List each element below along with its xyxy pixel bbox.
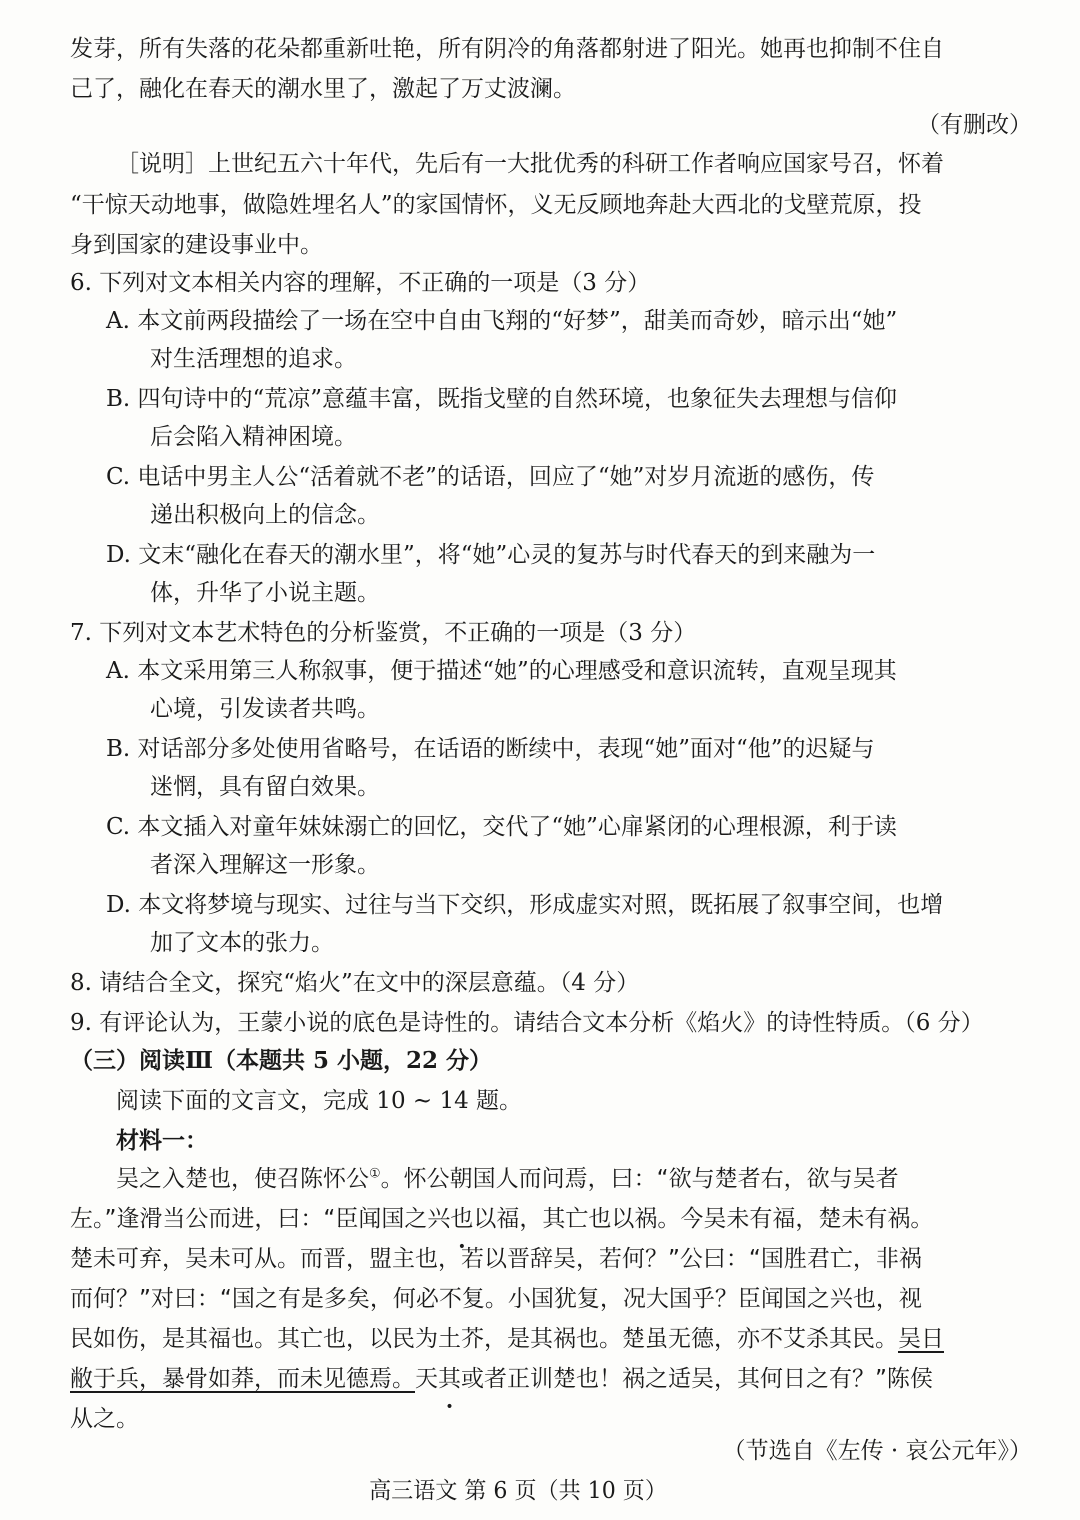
q7-option-b-cont: 迷惘，具有留白效果。 [150,774,380,800]
classical-text-segment: 或者正训楚也！祸之适吴，其何日之有？”陈侯 [461,1366,933,1392]
emphasized-character: 也 [450,1206,474,1232]
page-footer: 高三语文 第 6 页（共 10 页） [369,1478,667,1504]
passage-line: 己了，融化在春天的潮水里了，激起了万丈波澜。 [70,76,576,102]
classical-text-segment: 以福，其亡也以祸。今吴未有福，楚未有祸。 [473,1206,934,1232]
classical-text-line [116,1160,899,1198]
section-instruction: 阅读下面的文言文，完成 10 ~ 14 题。 [116,1088,523,1114]
q7-option-d: D. 本文将梦境与现实、过往与当下交织，形成虚实对照，既拓展了叙事空间，也增 [106,892,944,918]
text-source: （节选自《左传 · 哀公元年》） [722,1438,1032,1464]
underlined-sentence: 吴日 [898,1326,944,1352]
q6-option-b: B. 四句诗中的“荒凉”意蕴丰富，既指戈壁的自然环境，也象征失去理想与信仰 [106,386,898,412]
question-6-stem: 6. 下列对文本相关内容的理解，不正确的一项是（3 分） [70,270,651,296]
section-heading: （三）阅读Ⅲ（本题共 5 小题，22 分） [70,1047,493,1074]
q7-option-c: C. 本文插入对童年妹妹溺亡的回忆，交代了“她”心扉紧闭的心理根源，利于读 [106,814,897,840]
q7-option-c-cont: 者深入理解这一形象。 [150,852,380,878]
q6-option-b-cont: 后会陷入精神困境。 [150,424,357,450]
classical-text-line: 楚未可弃，吴未可从。而晋，盟主也，若以晋辞吴，若何？”公曰：“国胜君亡，非祸 [70,1246,922,1272]
explanation-line: ［说明］上世纪五六十年代，先后有一大批优秀的科研工作者响应国家号召，怀着 [116,151,944,177]
emphasized-character: 其 [438,1366,461,1392]
underlined-sentence: 敝于兵，暴骨如莽，而未见德焉。 [70,1366,415,1392]
q7-option-a-cont: 心境，引发读者共鸣。 [150,696,380,722]
q7-option-a: A. 本文采用第三人称叙事，便于描述“她”的心理感受和意识流转，直观呈现其 [106,658,897,684]
q6-option-c-cont: 递出积极向上的信念。 [150,502,380,528]
q6-option-c: C. 电话中男主人公“活着就不老”的话语，回应了“她”对岁月流逝的感伤，传 [106,464,875,490]
q6-option-d-cont: 体，升华了小说主题。 [150,580,380,606]
classical-text-line [70,1360,933,1398]
footnote-marker: ① [369,1166,381,1182]
explanation-line: “干惊天动地事，做隐姓埋名人”的家国情怀，义无反顾地奔赴大西北的戈壁荒原，投 [70,192,922,218]
q6-option-d: D. 文末“融化在春天的潮水里”，将“她”心灵的复苏与时代春天的到来融为一 [106,542,876,568]
q7-option-d-cont: 加了文本的张力。 [150,930,334,956]
q7-option-b: B. 对话部分多处使用省略号，在话语的断续中，表现“她”面对“他”的迟疑与 [106,736,875,762]
question-7-stem: 7. 下列对文本艺术特色的分析鉴赏，不正确的一项是（3 分） [70,620,697,646]
classical-text-segment: 民如伤，是其福也。其亡也，以民为土芥，是其祸也。楚虽无德，亦不艾杀其民。 [70,1326,898,1352]
material-label: 材料一： [116,1127,208,1154]
question-8: 8. 请结合全文，探究“焰火”在文中的深层意蕴。（4 分） [70,970,640,996]
classical-text-line: 从之。 [70,1406,139,1432]
classical-text-segment: 左。”逢滑当公而进，曰：“臣闻国之兴 [70,1206,451,1232]
classical-text-segment: 吴之入楚也，使召陈怀公 [116,1166,369,1192]
classical-text-segment: 天 [415,1366,438,1392]
classical-text-line [70,1320,944,1358]
source-note: （有删改） [917,112,1032,138]
explanation-line: 身到国家的建设事业中。 [70,232,323,258]
classical-text-line [70,1200,933,1238]
classical-text-line: 而何？”对曰：“国之有是多矣，何必不复。小国犹复，况大国乎？臣闻国之兴也，视 [70,1286,922,1312]
q6-option-a: A. 本文前两段描绘了一场在空中自由飞翔的“好梦”，甜美而奇妙，暗示出“她” [106,308,898,334]
question-9: 9. 有评论认为，王蒙小说的底色是诗性的。请结合文本分析《焰火》的诗性特质。（6 分） [70,1010,984,1036]
classical-text-segment: 。怀公朝国人而问焉，曰：“欲与楚者右，欲与吴者 [380,1166,899,1192]
q6-option-a-cont: 对生活理想的追求。 [150,346,357,372]
passage-line: 发芽，所有失落的花朵都重新吐艳，所有阴冷的角落都射进了阳光。她再也抑制不住自 [70,36,944,62]
